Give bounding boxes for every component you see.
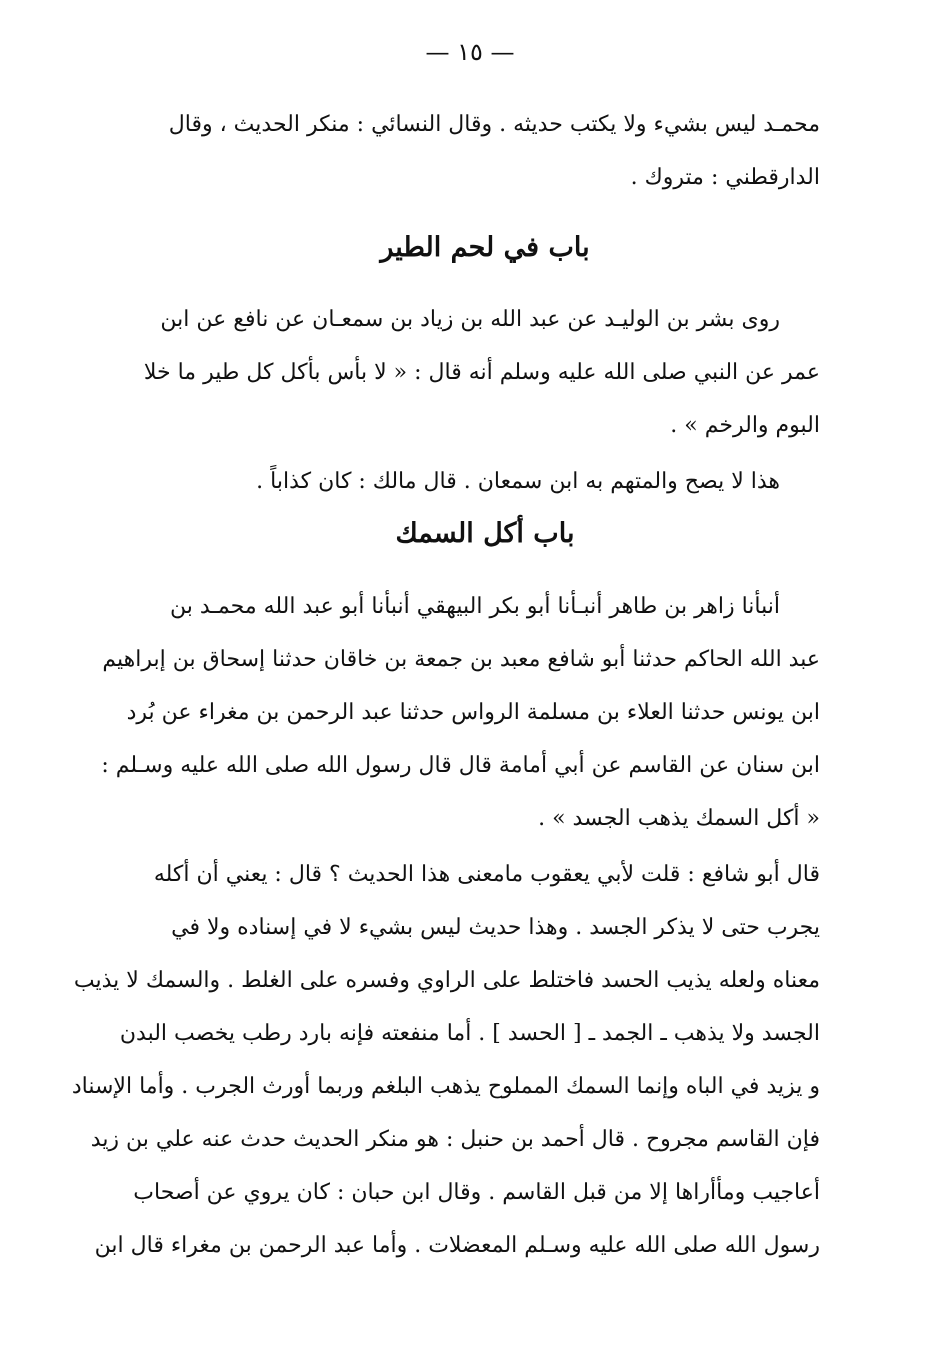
text-line: أعاجيب ومأأراها إلا من قبل القاسم . وقال ابن حبان : كان يروي عن أصحاب [133,1180,820,1205]
text-line: محمـد ليس بشيء ولا يكتب حديثه . وقال النسائي : منكر الحديث ، وقال [168,112,820,137]
page-number: — ١٥ — [425,38,515,66]
text-line: فإن القاسم مجروح . قال أحمد بن حنبل : هو منكر الحديث حدث عنه علي بن زيد [90,1127,820,1152]
text-line: البوم والرخم » . [670,413,820,438]
section2-paragraph-1 [101,580,820,845]
text-line: روى بشر بن الوليـد عن عبد الله بن زياد بن سمعـان عن نافع عن ابن [160,307,780,332]
text-line: قال أبو شافع : قلت لأبي يعقوب مامعنى هذا الحديث ؟ قال : يعني أن أكله [153,862,820,887]
text-line: « أكل السمك يذهب الجسد » . [538,806,820,831]
section-heading-eating-fish: باب أكل السمك [395,518,575,549]
text-line: الدارقطني : متروك . [630,165,820,190]
text-line: و يزيد في الباه وإنما السمك المملوح يذهب البلغم وربما أورث الجرب . وأما الإسناد [71,1074,820,1099]
text-line: معناه ولعله يذيب الحسد فاختلط على الراوي وفسره على الغلط . والسمك لا يذيب [73,968,820,993]
section-heading-bird-meat: باب في لحم الطير [380,232,590,263]
text-line: عمر عن النبي صلى الله عليه وسلم أنه قال : « لا بأس بأكل كل طير ما خلا [143,360,820,385]
text-line: الجسد ولا يذهب ـ الجمد ـ [ الحسد ] . أما منفعته فإنه بارد رطب يخصب البدن [119,1021,820,1046]
text-line: هذا لا يصح والمتهم به ابن سمعان . قال مالك : كان كذاباً . [256,469,780,494]
section1-paragraph-1 [143,293,820,452]
intro-paragraph [150,98,820,204]
text-line: يجرب حتى لا يذكر الجسد . وهذا حديث ليس بشيء لا في إسناده ولا في [171,915,820,940]
text-line: عبد الله الحاكم حدثنا أبو شافع معبد بن جمعة بن خاقان حدثنا إسحاق بن إبراهيم [102,647,820,672]
section1-paragraph-2 [150,455,820,508]
text-line: ابن يونس حدثنا العلاء بن مسلمة الرواس حدثنا عبد الرحمن بن مغراء عن بُرد [126,700,820,725]
text-line: أنبأنا زاهر بن طاهر أنبـأنا أبو بكر البيهقي أنبأنا أبو عبد الله محمـد بن [170,594,780,619]
section2-paragraph-2 [71,848,820,1272]
text-line: رسول الله صلى الله عليه وسـلم المعضلات . وأما عبد الرحمن بن مغراء قال ابن [94,1233,820,1258]
text-line: ابن سنان عن القاسم عن أبي أمامة قال قال رسول الله صلى الله عليه وسـلم : [101,753,820,778]
